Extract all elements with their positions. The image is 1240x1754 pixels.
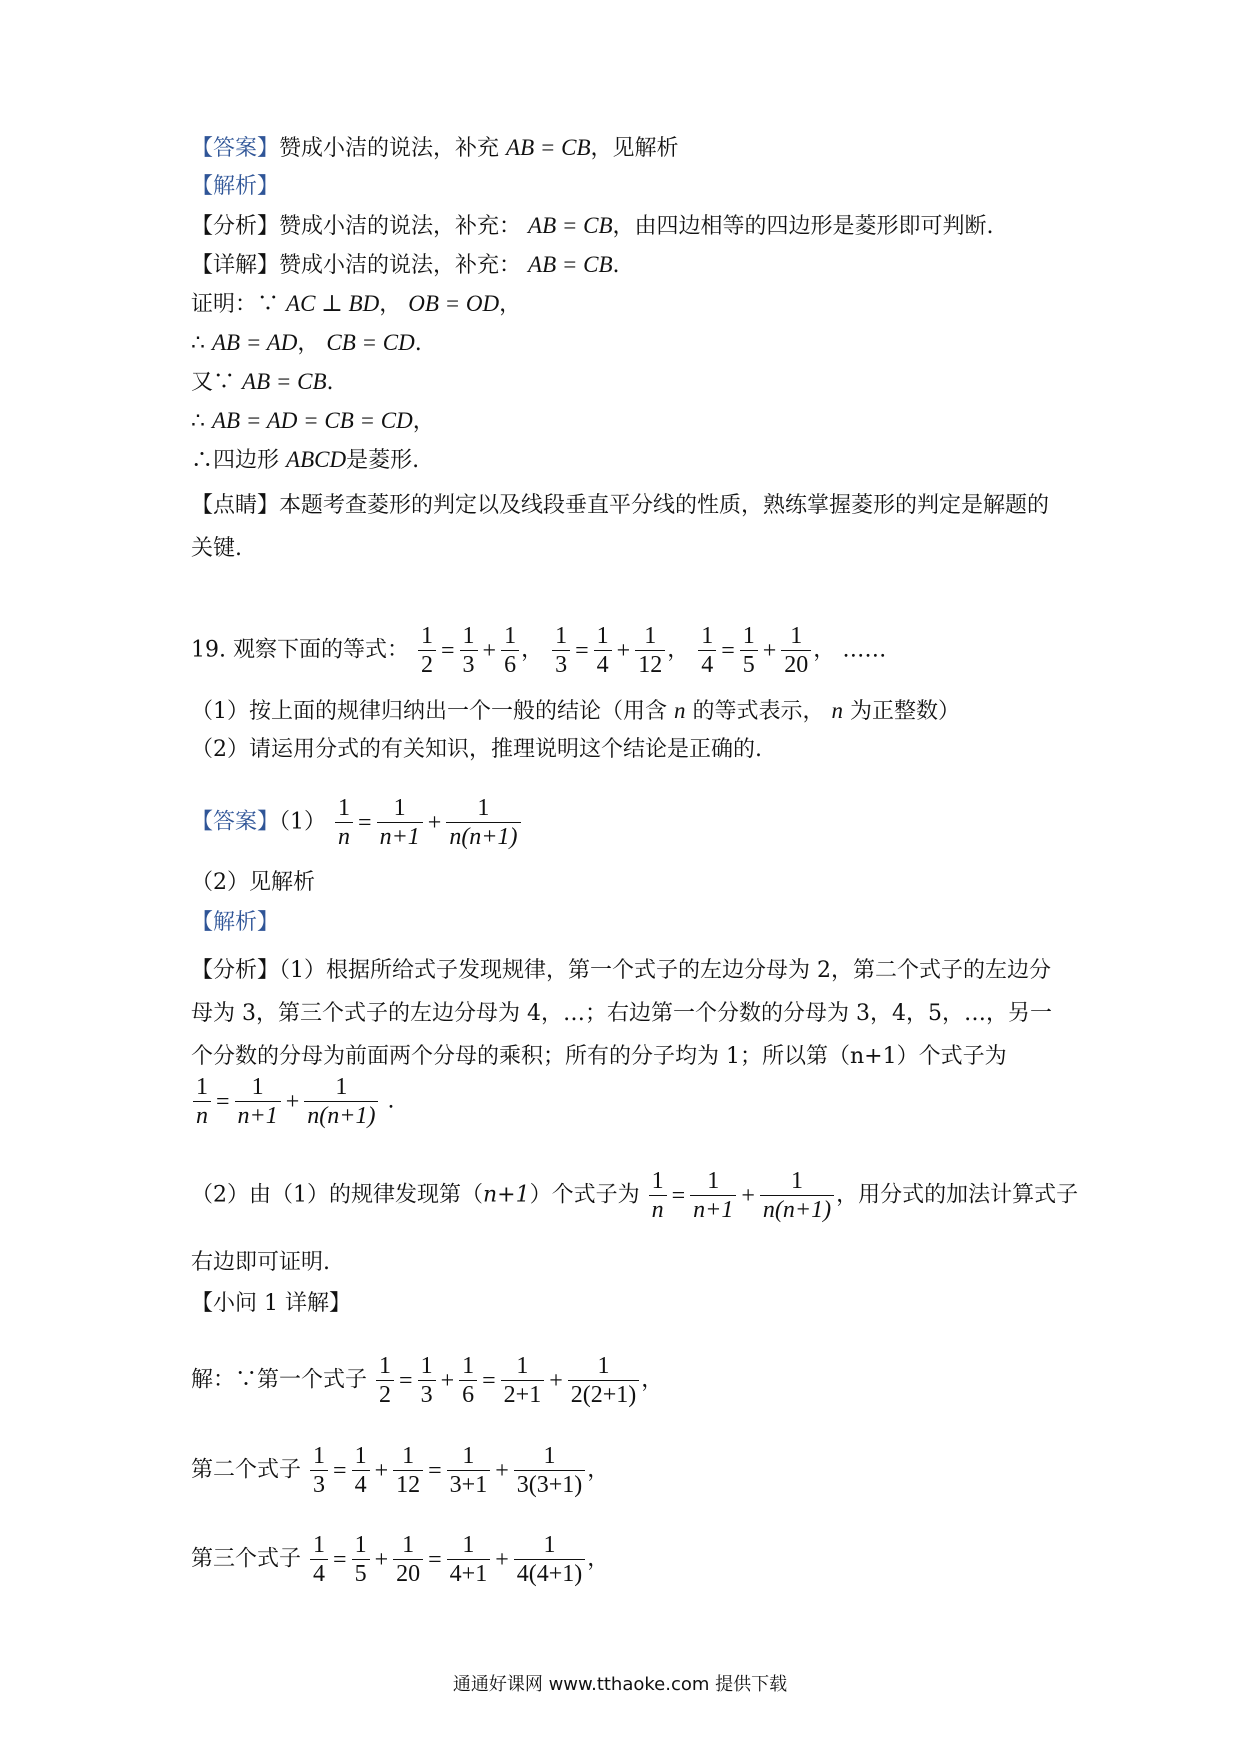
denominator: 4 (596, 652, 609, 678)
numerator: 1 (644, 623, 657, 649)
proof-line (191, 289, 521, 320)
footer: 通通好课网 www.tthaoke.com 提供下载 (452, 1674, 788, 1695)
equals-sign: = (333, 1457, 347, 1484)
proof-math-2: OB = OD (408, 291, 500, 316)
xiaowen-label: 【小问 1 详解】 (191, 1291, 351, 1316)
plus-sign: + (549, 1367, 563, 1394)
fraction (447, 1531, 491, 1588)
solution-line-2 (191, 1442, 609, 1499)
step-3-line (191, 406, 435, 437)
numerator: 1 (462, 1532, 475, 1558)
fraction (376, 1352, 394, 1409)
plus-sign: + (762, 637, 777, 664)
plus-sign: + (440, 1367, 455, 1394)
numerator: 1 (504, 623, 517, 649)
step-1-line (191, 328, 422, 359)
step-4-line (191, 445, 419, 476)
plus-sign: + (495, 1457, 509, 1484)
fenxi-text: 赞成小洁的说法，补充： (279, 214, 522, 239)
comma: ， (587, 1457, 610, 1483)
denominator: n(n+1) (307, 1103, 376, 1129)
part-1-mid: 的等式表示， (692, 699, 825, 724)
fenxi-tail: . (387, 1088, 395, 1114)
fraction (304, 1073, 378, 1130)
denominator: 2 (420, 652, 433, 678)
denominator: 12 (638, 652, 663, 678)
solution-line-1 (191, 1352, 663, 1409)
solution-prefix: 解：∵第一个式子 (191, 1367, 368, 1393)
part-2-b: ）个式子为 (529, 1182, 640, 1208)
step-1-sep: ， (297, 331, 320, 356)
denominator: n+1 (237, 1103, 278, 1129)
fraction (335, 794, 353, 851)
step-1-math-1: AB = AD (212, 330, 298, 355)
q19-answer-part-2 (191, 868, 315, 898)
equals-sign: = (575, 637, 589, 664)
denominator: n (338, 824, 351, 850)
denominator: 20 (396, 1561, 421, 1587)
numerator: 1 (477, 795, 490, 821)
denominator: 4 (354, 1472, 367, 1498)
separator: ， (521, 637, 544, 663)
numerator: 1 (251, 1074, 264, 1100)
fraction (514, 1442, 586, 1499)
fenxi-text: （1）根据所给式子发现规律，第一个式子的左边分母为 2，第二个式子的左边分母为 3，第三个式子的左边分母为 4，…；右边第一个分数的分母为 3，4，5，…，另一个分数的分母为前面两个分母的乘积；所有的分子均为 1；所以第（n+1）个式子为 (191, 958, 1052, 1069)
numerator: 1 (402, 1443, 415, 1469)
denominator: 3(3+1) (516, 1472, 583, 1498)
q19-stem-line (191, 622, 886, 679)
answer-tail: ，见解析 (590, 136, 679, 161)
numerator: 1 (313, 1443, 326, 1469)
denominator: 20 (784, 652, 809, 678)
denominator: n+1 (379, 824, 420, 850)
denominator: 4 (701, 652, 714, 678)
numerator: 1 (791, 1168, 804, 1194)
step-1-tail: . (414, 331, 422, 356)
numerator: 1 (651, 1168, 664, 1194)
fenxi-label: 【分析】 (191, 958, 280, 983)
denominator: 4(4+1) (516, 1561, 583, 1587)
numerator: 1 (338, 795, 351, 821)
fraction (501, 1352, 545, 1409)
fraction (594, 622, 612, 679)
step-1-math-2: CB = CD (326, 330, 415, 355)
fraction (552, 622, 570, 679)
numerator: 1 (335, 1074, 348, 1100)
fraction (740, 622, 758, 679)
part-2-n1: n+1 (483, 1182, 530, 1208)
q19-fenxi-paragraph (191, 949, 1061, 1078)
answer-label: 【答案】 (191, 136, 280, 161)
q18-answer-line (191, 133, 679, 164)
fraction (447, 1442, 491, 1499)
separator: ， (667, 637, 690, 663)
equals-sign: = (358, 809, 372, 836)
q19-part-2-analysis-end (191, 1248, 330, 1278)
numerator: 1 (420, 1353, 433, 1379)
numerator: 1 (707, 1168, 720, 1194)
answer-math: AB = CB (506, 135, 591, 160)
fraction (393, 1531, 423, 1588)
separator: ， (813, 637, 836, 663)
fraction (781, 622, 811, 679)
fraction (235, 1073, 281, 1130)
denominator: 5 (742, 652, 755, 678)
numerator: 1 (196, 1074, 208, 1100)
fraction (760, 1167, 834, 1224)
denominator: 2 (379, 1382, 392, 1408)
step-3-prefix: ∴ (191, 409, 205, 434)
equals-sign: = (428, 1546, 442, 1573)
fraction (393, 1442, 423, 1499)
solution-prefix: 第二个式子 (191, 1457, 302, 1483)
part-1-text: （1）按上面的规律归纳出一个一般的结论（用含 (191, 699, 667, 724)
equals-sign: = (216, 1088, 230, 1115)
fraction (514, 1531, 586, 1588)
denominator: 3 (420, 1382, 433, 1408)
ellipsis: …… (842, 637, 887, 663)
numerator: 1 (462, 1353, 475, 1379)
numerator: 1 (462, 1443, 475, 1469)
dianjing-paragraph (191, 484, 1061, 570)
q19-jiexi-line (191, 908, 279, 938)
q19-part-1 (191, 696, 960, 727)
numerator: 1 (462, 623, 475, 649)
answer-text: 赞成小洁的说法，补充 (279, 136, 500, 161)
solution-prefix: 第三个式子 (191, 1546, 302, 1572)
numerator: 1 (402, 1532, 415, 1558)
proof-tail: ， (499, 292, 522, 317)
part-2-text: （2）请运用分式的有关知识，推理说明这个结论是正确的. (191, 737, 762, 762)
step-3-tail: ， (412, 409, 435, 434)
xiaowen-1-line (191, 1289, 351, 1319)
denominator: 2(2+1) (570, 1382, 637, 1408)
q18-xiangjie-line (191, 250, 620, 281)
denominator: n(n+1) (762, 1197, 832, 1223)
numerator: 1 (543, 1443, 556, 1469)
fraction (568, 1352, 640, 1409)
fraction (352, 1442, 370, 1499)
comma: ， (587, 1546, 610, 1572)
fraction (459, 1352, 477, 1409)
step-4-tail: 是菱形. (346, 448, 420, 473)
step-1-prefix: ∴ (191, 331, 205, 356)
fraction (418, 1352, 436, 1409)
denominator: 6 (462, 1382, 475, 1408)
numerator: 1 (516, 1353, 529, 1379)
xiangjie-text: 赞成小洁的说法，补充： (279, 253, 522, 278)
answer-label: 【答案】 (191, 809, 280, 835)
jiexi-label: 【解析】 (191, 910, 280, 935)
fraction (310, 1442, 328, 1499)
equals-sign: = (399, 1367, 413, 1394)
denominator: 5 (354, 1561, 367, 1587)
q18-fenxi-line (191, 211, 994, 242)
dianjing-label: 【点睛】 (191, 493, 280, 518)
xiangjie-math: AB = CB (528, 252, 613, 277)
xiangjie-tail: . (612, 253, 620, 278)
numerator: 1 (555, 623, 568, 649)
plus-sign: + (482, 637, 497, 664)
part-2-d: 右边即可证明. (191, 1250, 330, 1275)
step-4-math: ABCD (286, 447, 347, 472)
denominator: n (651, 1197, 664, 1223)
equals-sign: = (440, 637, 455, 664)
proof-math-1: AC ⊥ BD (286, 291, 380, 316)
fraction (310, 1531, 328, 1588)
part-1-n: n (674, 698, 686, 723)
fenxi-label: 【分析】 (191, 214, 280, 239)
fraction (418, 622, 436, 679)
comma: ， (641, 1367, 664, 1393)
fraction (446, 794, 520, 851)
solution-line-3 (191, 1531, 609, 1588)
q19-title: 19. 观察下面的等式： (191, 637, 409, 663)
fenxi-math: AB = CB (528, 213, 613, 238)
fraction (698, 622, 716, 679)
plus-sign: + (285, 1088, 300, 1115)
numerator: 1 (354, 1443, 367, 1469)
plus-sign: + (741, 1182, 755, 1209)
step-2-prefix: 又∵ (191, 370, 236, 395)
numerator: 1 (596, 623, 609, 649)
step-2-math: AB = CB (242, 369, 327, 394)
equals-sign: = (482, 1367, 496, 1394)
q19-part-2-analysis (191, 1167, 1078, 1224)
denominator: 4 (313, 1561, 326, 1587)
step-2-tail: . (326, 370, 334, 395)
answer-part-1: （1） (279, 809, 327, 835)
numerator: 1 (543, 1532, 556, 1558)
numerator: 1 (742, 623, 755, 649)
dianjing-text: 本题考查菱形的判定以及线段垂直平分线的性质，熟练掌握菱形的判定是解题的关键. (191, 493, 1050, 561)
fraction (377, 794, 423, 851)
fraction (649, 1167, 667, 1224)
numerator: 1 (313, 1532, 326, 1558)
q19-fenxi-formula (191, 1073, 394, 1130)
denominator: n(n+1) (449, 824, 518, 850)
denominator: 4+1 (449, 1561, 488, 1587)
numerator: 1 (701, 623, 714, 649)
q19-part-2 (191, 735, 762, 765)
proof-label: 证明：∵ (191, 292, 280, 317)
equals-sign: = (671, 1182, 686, 1209)
q18-jiexi-line (191, 172, 279, 202)
numerator: 1 (379, 1353, 392, 1379)
xiangjie-label: 【详解】 (191, 253, 280, 278)
fraction (352, 1531, 370, 1588)
denominator: n (196, 1103, 208, 1129)
fraction (635, 622, 665, 679)
denominator: 3+1 (449, 1472, 488, 1498)
denominator: n+1 (693, 1197, 734, 1223)
fraction (193, 1073, 211, 1130)
fraction (501, 622, 519, 679)
denominator: 3 (462, 652, 475, 678)
fenxi-tail: ，由四边相等的四边形是菱形即可判断. (612, 214, 994, 239)
proof-sep: ， (379, 292, 402, 317)
plus-sign: + (427, 809, 442, 836)
denominator: 3 (555, 652, 568, 678)
q19-answer-line (191, 794, 523, 851)
fraction (460, 622, 478, 679)
part-2-a: （2）由（1）的规律发现第（ (191, 1182, 483, 1208)
step-3-math: AB = AD = CB = CD (212, 408, 413, 433)
plus-sign: + (616, 637, 631, 664)
denominator: 12 (396, 1472, 421, 1498)
denominator: 2+1 (503, 1382, 542, 1408)
step-4-prefix: ∴四边形 (191, 448, 280, 473)
part-1-tail: 为正整数） (850, 699, 961, 724)
jiexi-label: 【解析】 (191, 174, 280, 199)
plus-sign: + (374, 1457, 389, 1484)
fraction (690, 1167, 736, 1224)
numerator: 1 (393, 795, 406, 821)
part-2-c: ，用分式的加法计算式子 (836, 1182, 1079, 1208)
equals-sign: = (428, 1457, 442, 1484)
step-2-line (191, 367, 334, 398)
denominator: 3 (313, 1472, 326, 1498)
denominator: 6 (504, 652, 517, 678)
numerator: 1 (420, 623, 433, 649)
plus-sign: + (495, 1546, 509, 1573)
numerator: 1 (597, 1353, 610, 1379)
numerator: 1 (354, 1532, 367, 1558)
part-1-n2: n (831, 698, 844, 723)
numerator: 1 (790, 623, 803, 649)
equals-sign: = (333, 1546, 347, 1573)
plus-sign: + (374, 1546, 389, 1573)
answer-part-2: （2）见解析 (191, 870, 315, 895)
equals-sign: = (721, 637, 735, 664)
